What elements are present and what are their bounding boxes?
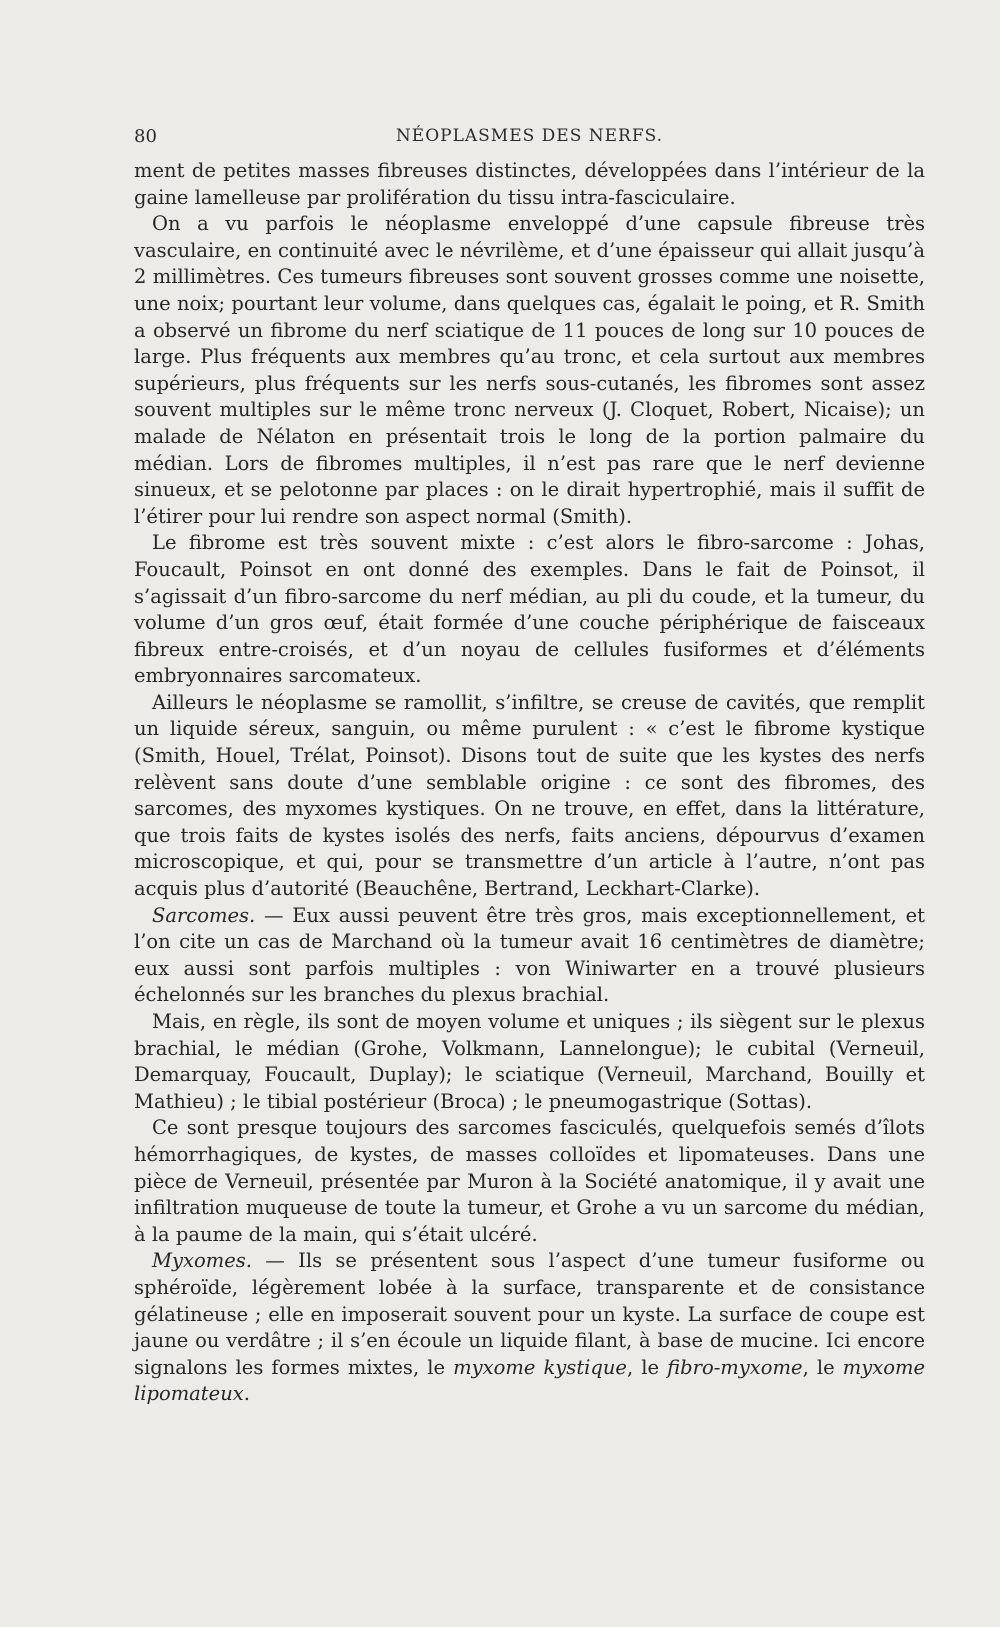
paragraph-myxomes [134, 1248, 925, 1408]
paragraph-continuation: ment de petites masses fibreuses distinctes, développées dans l’intérieur de la gaine lamelleuse par prolifération du tissu intra-fasciculaire. [134, 159, 925, 209]
paragraph-sarcomes-fascicules: Ce sont presque toujours des sarcomes fasciculés, quelquefois semés d’îlots hémorrhagiques, de kystes, de masses colloïdes et lipomateuses. Dans une pièce de Verneuil, présentée par Muron à la Société anatomique, il y avait une infiltration muqueuse de toute la tumeur, et Grohe a vu un sarcome du médian, à la paume de la main, qui s’était ulcéré. [134, 1116, 925, 1246]
running-title: NÉOPLASMES DES NERFS. [395, 126, 664, 146]
term-myxome-kystique: myxome kystique [453, 1355, 627, 1379]
page-number: 80 [134, 126, 157, 147]
term-fibro-myxome: fibro-myxome [667, 1355, 803, 1379]
paragraph-fibrome-kystique: Ailleurs le néoplasme se ramollit, s’infiltre, se creuse de cavités, que remplit un liquide séreux, sanguin, ou même purulent : « c’est le fibrome kystique (Smith, Houel, Trélat, Poinsot). Disons tout de suite que les kystes des nerfs relèvent sans doute d’une semblable origine : ce sont des fibromes, des sarcomes, des myxomes kystiques. On ne trouve, en effet, dans la littérature, que trois faits de kystes isolés des nerfs, faits anciens, dépourvus d’examen microscopique, et qui, pour se transmettre d’un article à l’autre, n’ont pas acquis plus d’autorité (Beauchêne, Bertrand, Leckhart-Clarke). [134, 690, 925, 901]
separator-2: , le [802, 1355, 843, 1379]
separator-1: , le [626, 1355, 668, 1379]
page-header [134, 126, 925, 156]
section-lead-sarcomes: Sarcomes. [152, 903, 256, 927]
term-myxome-lipomateux: myxome lipomateux [134, 1355, 926, 1406]
paragraph-sarcomes-siege: Mais, en règle, ils sont de moyen volume et uniques ; ils siègent sur le plexus brachial, le médian (Grohe, Volkmann, Lannelongue); le cubital (Verneuil, Demarquay, Foucault, Duplay); le sciatique (Verneuil, Marchand, Bouilly et Mathieu) ; le tibial postérieur (Broca) ; le pneumogastrique (Sottas). [134, 1010, 925, 1113]
body-text [134, 158, 925, 1408]
section-lead-myxomes: Myxomes. [152, 1249, 252, 1273]
paragraph-sarcomes-text: — Eux aussi peuvent être très gros, mais exceptionnellement, et l’on cite un cas de Marchand où la tumeur avait 16 centimètres de diamètre; eux aussi sont parfois multiples : von Winiwarter en a trouvé plusieurs échelonnés sur les branches du plexus brachial. [134, 903, 925, 1007]
paragraph-fibro-sarcome: Le fibrome est très souvent mixte : c’est alors le fibro-sarcome : Johas, Foucault, Poinsot en ont donné des exemples. Dans le fait de Poinsot, il s’agissait d’un fibro-sarcome du nerf médian, au pli du coude, et la tumeur, du volume d’un gros œuf, était formée d’une couche périphérique de faisceaux fibreux entre-croisés, et d’un noyau de cellules fusiformes et d’éléments embryonnaires sarcomateux. [134, 531, 925, 688]
paragraph-myxomes-text: — Ils se présentent sous l’aspect d’une tumeur fusiforme ou sphéroïde, légèrement lobée à la surface, transparente et de consistance gélatineuse ; elle en imposerait souvent pour un kyste. La surface de coupe est jaune ou verdâtre ; il s’en écoule un liquide filant, à base de mucine. Ici encore signalons les formes mixtes, le [134, 1249, 925, 1379]
paragraph-sarcomes [134, 903, 925, 1009]
paragraph-fibrome-capsule: On a vu parfois le néoplasme enveloppé d’une capsule fibreuse très vasculaire, en continuité avec le névrilème, et d’une épaisseur qui allait jusqu’à 2 millimètres. Ces tumeurs fibreuses sont souvent grosses comme une noisette, une noix; pourtant leur volume, dans quelques cas, égalait le poing, et R. Smith a observé un fibrome du nerf sciatique de 11 pouces de long sur 10 pouces de large. Plus fréquents aux membres qu’au tronc, et cela surtout aux membres supérieurs, plus fréquents sur les nerfs sous-cutanés, les fibromes sont assez souvent multiples sur le même tronc nerveux (J. Cloquet, Robert, Nicaise); un malade de Nélaton en présentait trois le long de la portion palmaire du médian. Lors de fibromes multiples, il n’est pas rare que le nerf devienne sinueux, et se pelotonne par places : on le dirait hypertrophié, mais il suffit de l’étirer pour lui rendre son aspect normal (Smith). [134, 212, 925, 528]
final-period: . [243, 1382, 250, 1406]
